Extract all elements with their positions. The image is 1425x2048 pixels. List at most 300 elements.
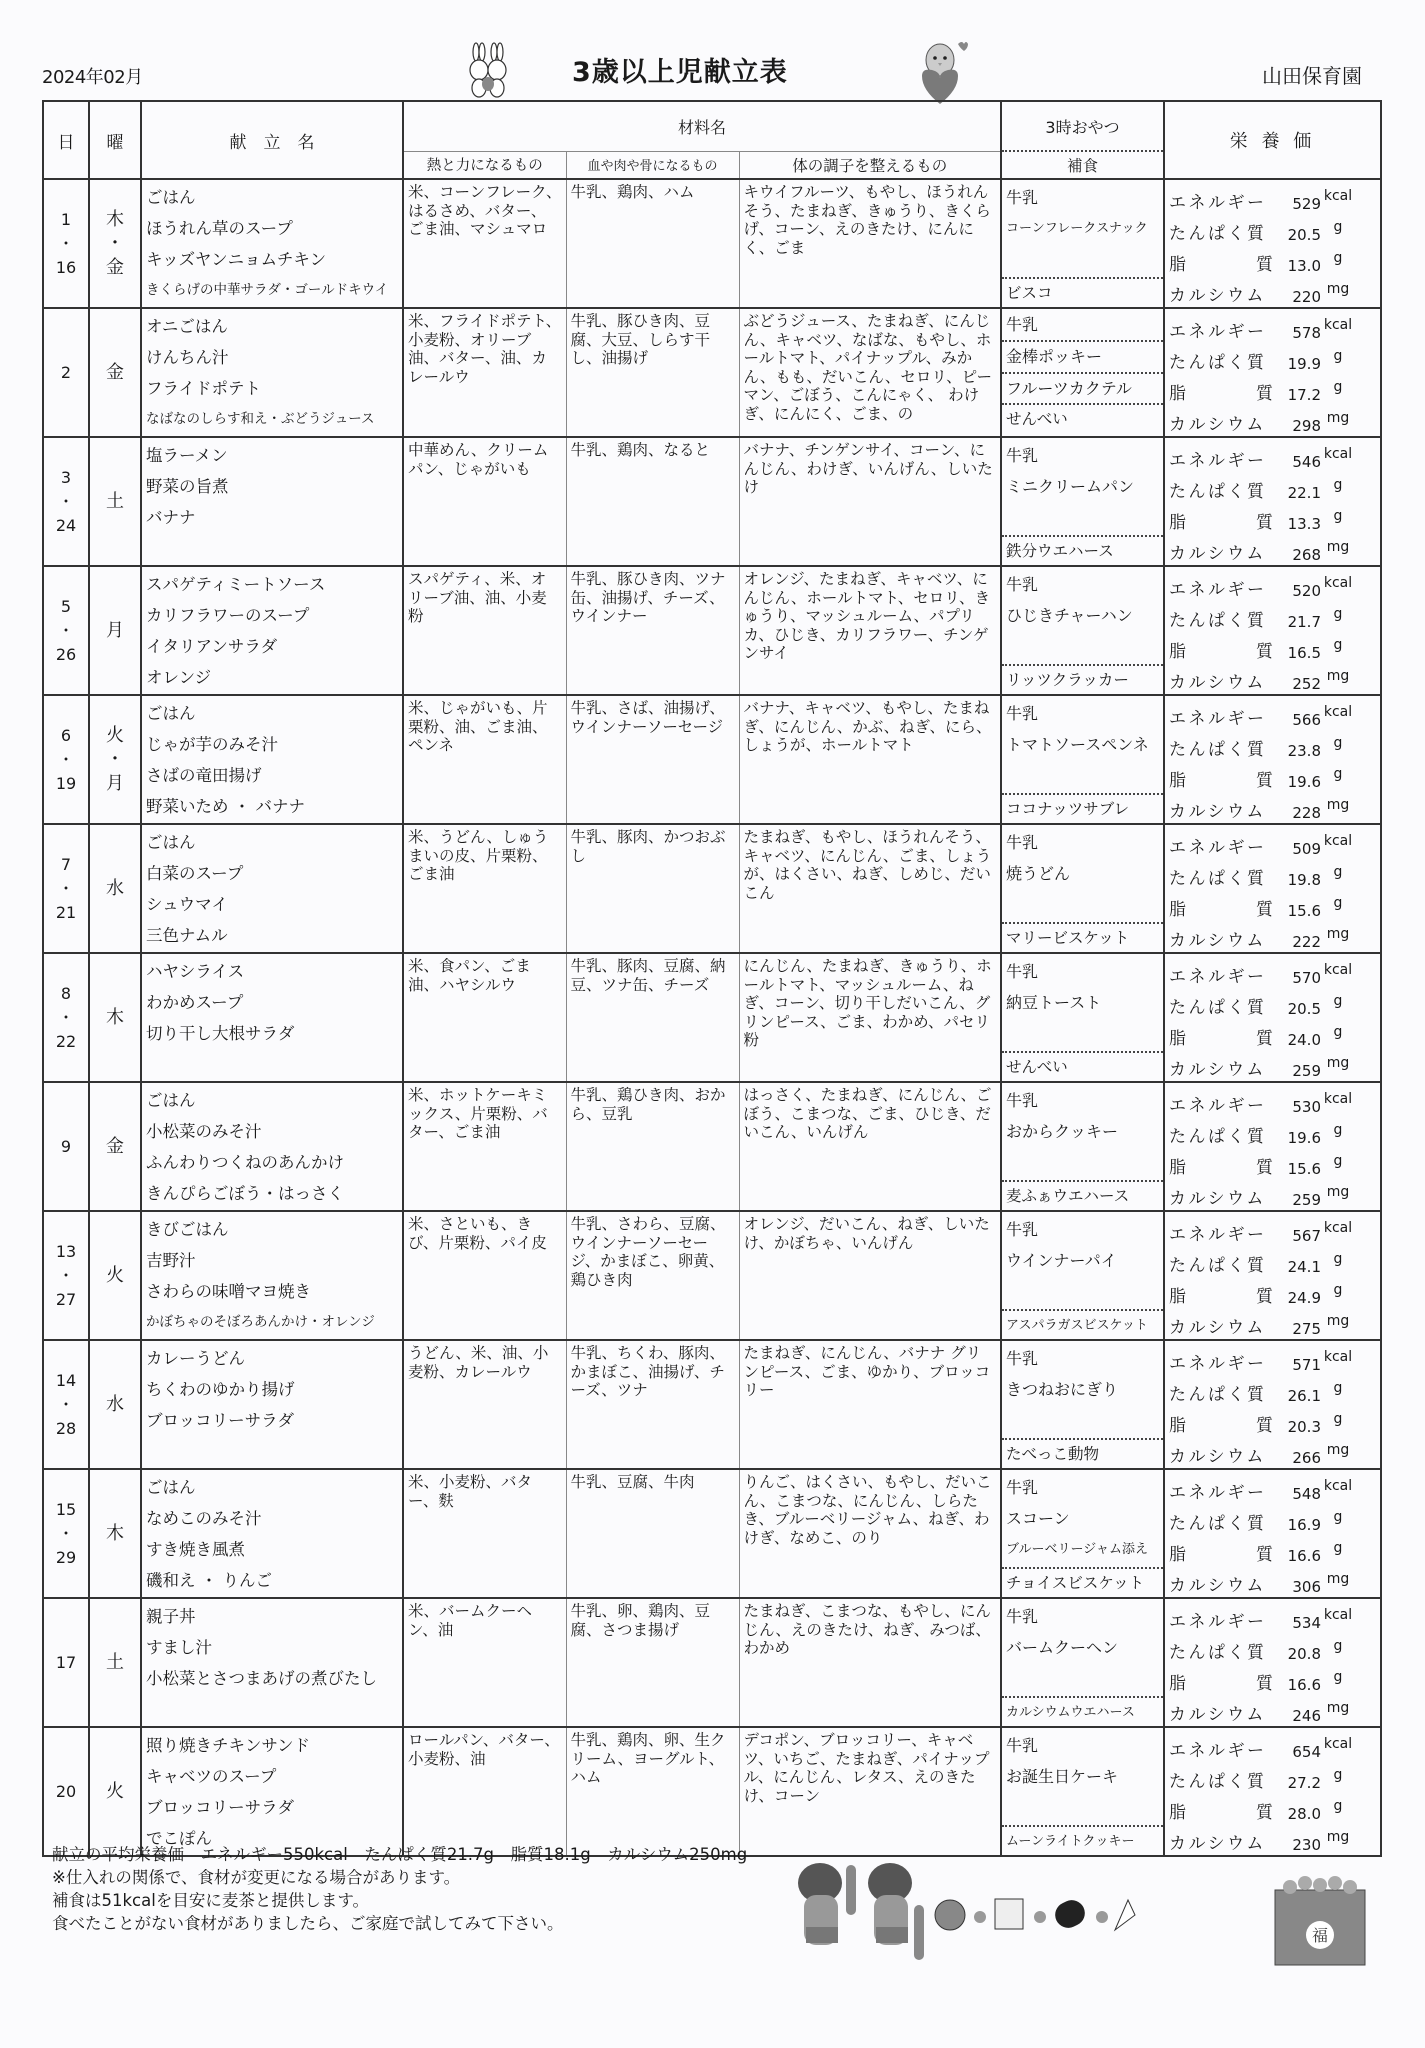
blood-foods-cell: 牛乳、豆腐、牛肉 xyxy=(566,1469,739,1598)
snack-item: コーンフレークスナック xyxy=(1006,221,1148,236)
day-number: ・ xyxy=(57,878,74,898)
nutrient-value: 26.1 xyxy=(1287,1387,1321,1405)
nutrient-value: 220 xyxy=(1292,288,1321,306)
snack-cell xyxy=(1001,1340,1164,1469)
nutrition-cell xyxy=(1164,1211,1381,1340)
dish-name: かぼちゃのそぼろあんかけ・オレンジ xyxy=(146,1314,375,1330)
weekday-cell xyxy=(89,695,141,824)
energy-row xyxy=(1169,698,1376,729)
snack-item: ブルーベリージャム添え xyxy=(1006,1542,1148,1557)
dish-name xyxy=(146,1436,398,1467)
fat-label-a: 脂 xyxy=(1169,1416,1186,1436)
dishes-cell xyxy=(141,566,403,695)
energy-row xyxy=(1169,1085,1376,1116)
day-cell xyxy=(43,695,89,824)
protein-row xyxy=(1169,1503,1376,1534)
nutrient-value: 17.2 xyxy=(1287,386,1321,404)
day-cell xyxy=(43,308,89,437)
nutrient-label: エネルギー xyxy=(1169,1354,1267,1374)
dish-name: なめこのみそ汁 xyxy=(146,1509,262,1528)
energy-row xyxy=(1169,827,1376,858)
weekday-cell xyxy=(89,824,141,953)
nutrient-value: 509 xyxy=(1292,840,1321,858)
header-dow: 曜 xyxy=(89,101,141,179)
nutrient-unit: g xyxy=(1333,734,1343,751)
energy-foods-cell: 米、コーンフレーク、はるさめ、バター、ごま油、マシュマロ xyxy=(403,179,566,308)
energy-row xyxy=(1169,440,1376,471)
weekday: 月 xyxy=(106,619,124,641)
day-number: ・ xyxy=(57,620,74,640)
body-foods-cell: たまねぎ、にんじん、バナナ グリンピース、ごま、ゆかり、ブロッコリー xyxy=(739,1340,1001,1469)
day-number: ・ xyxy=(57,233,74,253)
header-blood-foods: 血や肉や骨になるもの xyxy=(566,151,739,179)
snack-item: 牛乳 xyxy=(1006,1607,1039,1626)
blood-foods-cell: 牛乳、鶏ひき肉、おから、豆乳 xyxy=(566,1082,739,1211)
snack-block xyxy=(1002,1470,1163,1594)
nutrient-label: エネルギー xyxy=(1169,1483,1267,1503)
nutrient-unit: kcal xyxy=(1323,574,1353,591)
body-foods-cell: バナナ、チンゲンサイ、コーン、にんじん、わけぎ、いんげん、しいたけ xyxy=(739,437,1001,566)
snack-block xyxy=(1002,1599,1163,1723)
menu-row xyxy=(43,179,1381,308)
nutrient-value: 16.6 xyxy=(1287,1676,1321,1694)
dish-name xyxy=(146,1049,398,1080)
snack-cell xyxy=(1001,566,1164,695)
nutrient-value: 246 xyxy=(1292,1707,1321,1725)
day-cell xyxy=(43,437,89,566)
nutrient-label: たんぱく質 xyxy=(1169,611,1267,631)
weekday: 木 xyxy=(106,1006,124,1028)
snack-items xyxy=(1002,180,1163,277)
snack-item: 牛乳 xyxy=(1006,1478,1039,1497)
blood-foods-cell: 牛乳、豚ひき肉、豆腐、大豆、しらす干し、油揚げ xyxy=(566,308,739,437)
day-number: 5 xyxy=(60,596,72,616)
blood-foods-cell: 牛乳、卵、鶏肉、豆腐、さつま揚げ xyxy=(566,1598,739,1727)
nutrient-value: 27.2 xyxy=(1287,1774,1321,1792)
snack-item: 牛乳 xyxy=(1006,1220,1039,1239)
energy-foods-cell: 米、うどん、しゅうまいの皮、片栗粉、ごま油 xyxy=(403,824,566,953)
weekday: 土 xyxy=(106,1651,124,1673)
blood-foods-cell: 牛乳、鶏肉、ハム xyxy=(566,179,739,308)
snack-item xyxy=(1006,1405,1159,1436)
nutrient-label xyxy=(1169,1024,1273,1049)
weekday: 火 xyxy=(106,724,124,746)
plum-flower-icon xyxy=(974,1911,986,1923)
nutrient-label: エネルギー xyxy=(1169,1225,1267,1245)
day-number: 26 xyxy=(55,644,77,664)
weekday-cell xyxy=(89,953,141,1082)
nutrient-label: エネルギー xyxy=(1169,1096,1267,1116)
nutrient-label: エネルギー xyxy=(1169,193,1267,213)
snack-item xyxy=(1006,631,1159,662)
menu-row xyxy=(43,566,1381,695)
nutrient-value: 566 xyxy=(1292,711,1321,729)
dish-name: 小松菜のみそ汁 xyxy=(146,1122,262,1141)
weekday: ・ xyxy=(106,748,124,770)
protein-row xyxy=(1169,1761,1376,1792)
snack-item: 納豆トースト xyxy=(1006,993,1102,1012)
nutrition-cell xyxy=(1164,1598,1381,1727)
snack-item xyxy=(1006,1663,1159,1694)
energy-row xyxy=(1169,956,1376,987)
snack-item: フルーツカクテル xyxy=(1002,372,1163,403)
blood-foods-cell: 牛乳、豚ひき肉、ツナ缶、油揚げ、チーズ、ウインナー xyxy=(566,566,739,695)
blood-foods-cell: 牛乳、豚肉、豆腐、納豆、ツナ缶、チーズ xyxy=(566,953,739,1082)
weekday-cell xyxy=(89,437,141,566)
hoshoku-item: ビスコ xyxy=(1002,277,1163,304)
body-foods-cell: はっさく、たまねぎ、にんじん、ごぼう、こまつな、ごま、ひじき、だいこん、いんげん xyxy=(739,1082,1001,1211)
oni-icon xyxy=(798,1863,856,1945)
dish-name: すき焼き風煮 xyxy=(146,1540,245,1559)
snack-items xyxy=(1002,1341,1163,1438)
header-nutrition: 栄 養 価 xyxy=(1164,101,1381,179)
nutrient-label: たんぱく質 xyxy=(1169,1643,1267,1663)
nutrient-unit: g xyxy=(1333,863,1343,880)
snack-item: 牛乳 xyxy=(1006,1736,1039,1755)
dish-name: さわらの味噌マヨ焼き xyxy=(146,1282,311,1301)
fat-label-a: 脂 xyxy=(1169,1158,1186,1178)
weekday: 金 xyxy=(106,256,124,278)
snack-block xyxy=(1002,1083,1163,1207)
snack-cell xyxy=(1001,437,1164,566)
blood-foods-cell: 牛乳、鶏肉、なると xyxy=(566,437,739,566)
blood-foods-cell: 牛乳、ちくわ、豚肉、かまぼこ、油揚げ、チーズ、ツナ xyxy=(566,1340,739,1469)
snack-item: 牛乳 xyxy=(1006,575,1039,594)
nutrient-unit: g xyxy=(1333,1637,1343,1654)
fat-label-b: 質 xyxy=(1256,384,1273,404)
weekday: 水 xyxy=(106,877,124,899)
nutrient-value: 13.3 xyxy=(1287,515,1321,533)
energy-row xyxy=(1169,1472,1376,1503)
nutrient-label: たんぱく質 xyxy=(1169,740,1267,760)
dish-name xyxy=(146,1694,398,1725)
snack-item: トマトソースペンネ xyxy=(1006,735,1149,754)
nutrient-value: 20.5 xyxy=(1287,1000,1321,1018)
dishes-cell xyxy=(141,437,403,566)
protein-row xyxy=(1169,342,1376,373)
nutrient-value: 530 xyxy=(1292,1098,1321,1116)
weekday: 木 xyxy=(106,208,124,230)
nutrient-value: 259 xyxy=(1292,1062,1321,1080)
nutrient-unit: kcal xyxy=(1323,187,1353,204)
nutrient-label: カルシウム xyxy=(1169,1576,1266,1596)
dishes-cell xyxy=(141,824,403,953)
body-foods-cell: にんじん、たまねぎ、きゅうり、ホールトマト、マッシュルーム、ねぎ、コーン、切り干しだいこん、グリンピース、ごま、わかめ、パセリ粉 xyxy=(739,953,1001,1082)
fat-row xyxy=(1169,1276,1376,1307)
energy-foods-cell: 米、さといも、きび、片栗粉、パイ皮 xyxy=(403,1211,566,1340)
nutrient-unit: g xyxy=(1333,1379,1343,1396)
nutrient-value: 230 xyxy=(1292,1836,1321,1854)
nutrient-unit: kcal xyxy=(1323,1606,1353,1623)
nutrient-unit: mg xyxy=(1326,667,1350,684)
dish-name: ハヤシライス xyxy=(146,962,245,981)
nutrient-unit: kcal xyxy=(1323,832,1353,849)
dish-name: ごはん xyxy=(146,833,196,852)
energy-row xyxy=(1169,182,1376,213)
energy-foods-cell: うどん、米、油、小麦粉、カレールウ xyxy=(403,1340,566,1469)
nutrient-unit: mg xyxy=(1326,1699,1350,1716)
nutrient-value: 21.7 xyxy=(1287,613,1321,631)
average-nutrition: 献立の平均栄養価 エネルギー550kcal たんぱく質21.7g 脂質18.1g カルシウム250mg xyxy=(52,1845,748,1864)
nutrient-label xyxy=(1169,766,1273,791)
nutrient-value: 570 xyxy=(1292,969,1321,987)
nutrient-unit: g xyxy=(1333,1508,1343,1525)
snack-item xyxy=(1006,1792,1159,1823)
note-hoshoku: 補食は51kcalを目安に麦茶と提供します。 xyxy=(52,1891,369,1910)
nutrient-unit: g xyxy=(1333,1281,1343,1298)
snack-items xyxy=(1002,1083,1163,1180)
nutrient-value: 13.0 xyxy=(1287,257,1321,275)
day-number: 9 xyxy=(60,1136,72,1156)
calcium-row xyxy=(1169,1436,1376,1467)
nutrient-value: 578 xyxy=(1292,324,1321,342)
dish-name: 野菜いため ・ バナナ xyxy=(146,797,305,816)
day-cell xyxy=(43,1211,89,1340)
snack-item: ウインナーパイ xyxy=(1006,1251,1117,1270)
menu-row xyxy=(43,1082,1381,1211)
protein-row xyxy=(1169,1245,1376,1276)
dish-name: バナナ xyxy=(146,508,196,527)
fat-label-b: 質 xyxy=(1256,1287,1273,1307)
header-energy-foods: 熱と力になるもの xyxy=(403,151,566,179)
nutrient-value: 20.8 xyxy=(1287,1645,1321,1663)
nutrient-value: 259 xyxy=(1292,1191,1321,1209)
nutrient-value: 275 xyxy=(1292,1320,1321,1338)
dish-name: ごはん xyxy=(146,188,196,207)
fat-row xyxy=(1169,1792,1376,1823)
nutrient-unit: kcal xyxy=(1323,961,1353,978)
energy-row xyxy=(1169,1601,1376,1632)
nutrient-label xyxy=(1169,1669,1273,1694)
day-number: ・ xyxy=(57,1523,74,1543)
nutrient-value: 268 xyxy=(1292,546,1321,564)
snack-cell xyxy=(1001,1727,1164,1856)
dish-name: 塩ラーメン xyxy=(146,446,228,465)
nutrient-label: たんぱく質 xyxy=(1169,482,1267,502)
weekday-cell xyxy=(89,179,141,308)
day-cell xyxy=(43,1082,89,1211)
rabbits-illustration xyxy=(458,42,518,102)
nutrient-label: カルシウム xyxy=(1169,1705,1266,1725)
protein-row xyxy=(1169,471,1376,502)
fat-label-b: 質 xyxy=(1256,255,1273,275)
nutrient-label: カルシウム xyxy=(1169,1447,1266,1467)
fat-row xyxy=(1169,889,1376,920)
nutrition-cell xyxy=(1164,1727,1381,1856)
weekday: 水 xyxy=(106,1393,124,1415)
nutrient-unit: g xyxy=(1333,636,1343,653)
fat-label-a: 脂 xyxy=(1169,255,1186,275)
nutrient-label xyxy=(1169,1282,1273,1307)
nutrient-label xyxy=(1169,637,1273,662)
nutrient-unit: g xyxy=(1333,894,1343,911)
energy-foods-cell: ロールパン、バター、小麦粉、油 xyxy=(403,1727,566,1856)
snack-items xyxy=(1002,438,1163,535)
day-number: 21 xyxy=(55,902,77,922)
fat-row xyxy=(1169,1018,1376,1049)
nutrient-value: 222 xyxy=(1292,933,1321,951)
calcium-row xyxy=(1169,920,1376,951)
day-number: ・ xyxy=(57,749,74,769)
snack-items xyxy=(1002,1470,1163,1567)
nutrition-cell xyxy=(1164,824,1381,953)
dish-name: 照り焼きチキンサンド xyxy=(146,1736,311,1755)
hoshoku-item: ココナッツサブレ xyxy=(1002,793,1163,820)
dish-name: ブロッコリーサラダ xyxy=(146,1798,295,1817)
snack-item: きつねおにぎり xyxy=(1006,1380,1119,1399)
hoshoku-item: ムーンライトクッキー xyxy=(1002,1825,1163,1852)
fat-label-a: 脂 xyxy=(1169,1674,1186,1694)
fat-label-b: 質 xyxy=(1256,1029,1273,1049)
bird-heart-illustration xyxy=(912,36,972,108)
nutrient-value: 19.8 xyxy=(1287,871,1321,889)
nutrient-unit: mg xyxy=(1326,409,1350,426)
nutrient-value: 306 xyxy=(1292,1578,1321,1596)
calcium-row xyxy=(1169,1049,1376,1080)
menu-row xyxy=(43,1469,1381,1598)
snack-item: ミニクリームパン xyxy=(1006,477,1135,496)
dishes-cell xyxy=(141,1727,403,1856)
dish-name: きんぴらごぼう・はっさく xyxy=(146,1184,344,1203)
header-ingredients: 材料名 xyxy=(403,101,1001,151)
menu-table xyxy=(42,100,1382,1857)
body-foods-cell: デコポン、ブロッコリー、キャベツ、いちご、たまねぎ、パイナップル、にんじん、レタス、えのきたけ、コーン xyxy=(739,1727,1001,1856)
dish-name: ふんわりつくねのあんかけ xyxy=(146,1153,344,1172)
dishes-cell xyxy=(141,308,403,437)
fat-row xyxy=(1169,502,1376,533)
snack-item xyxy=(1006,889,1159,920)
dish-name: カリフラワーのスープ xyxy=(146,606,310,625)
day-number: ・ xyxy=(57,1007,74,1027)
body-foods-cell: バナナ、キャベツ、もやし、たまねぎ、にんじん、かぶ、ねぎ、にら、しょうが、ホールトマト xyxy=(739,695,1001,824)
blood-foods-cell: 牛乳、鶏肉、卵、生クリーム、ヨーグルト、ハム xyxy=(566,1727,739,1856)
nutrient-label: たんぱく質 xyxy=(1169,353,1267,373)
snack-cell xyxy=(1001,179,1164,308)
dish-name: わかめスープ xyxy=(146,993,244,1012)
nutrition-cell xyxy=(1164,1082,1381,1211)
day-number: 22 xyxy=(55,1031,77,1051)
nutrient-unit: mg xyxy=(1326,1312,1350,1329)
nutrient-value: 266 xyxy=(1292,1449,1321,1467)
day-number: 14 xyxy=(55,1370,77,1390)
nutrient-value: 19.6 xyxy=(1287,1129,1321,1147)
nutrient-label: カルシウム xyxy=(1169,802,1266,822)
hoshoku-item: リッツクラッカー xyxy=(1002,664,1163,691)
nutrient-value: 15.6 xyxy=(1287,902,1321,920)
setsubun-illustration xyxy=(790,1855,1390,1975)
dishes-cell xyxy=(141,1469,403,1598)
nutrient-unit: g xyxy=(1333,1152,1343,1169)
snack-items xyxy=(1002,825,1163,922)
snack-block xyxy=(1002,1212,1163,1336)
nutrient-value: 16.6 xyxy=(1287,1547,1321,1565)
nutrient-label: エネルギー xyxy=(1169,838,1267,858)
weekday-cell xyxy=(89,1598,141,1727)
weekday-cell xyxy=(89,308,141,437)
nutrition-cell xyxy=(1164,308,1381,437)
nutrient-label xyxy=(1169,1540,1273,1565)
day-number: 7 xyxy=(60,854,72,874)
calcium-row xyxy=(1169,275,1376,306)
dish-name: フライドポテト xyxy=(146,379,262,398)
fat-label-b: 質 xyxy=(1256,1416,1273,1436)
protein-row xyxy=(1169,600,1376,631)
nutrient-value: 298 xyxy=(1292,417,1321,435)
nutrient-value: 22.1 xyxy=(1287,484,1321,502)
hoshoku-item: たべっこ動物 xyxy=(1002,1438,1163,1465)
snack-items xyxy=(1002,1728,1163,1825)
nutrient-unit: mg xyxy=(1326,1570,1350,1587)
fat-label-b: 質 xyxy=(1256,642,1273,662)
snack-cell xyxy=(1001,695,1164,824)
snack-block xyxy=(1002,438,1163,562)
calcium-row xyxy=(1169,791,1376,822)
hoshoku-item: せんべい xyxy=(1002,403,1163,434)
fat-label-b: 質 xyxy=(1256,1803,1273,1823)
bean-box-icon xyxy=(995,1899,1023,1929)
calcium-row xyxy=(1169,1823,1376,1854)
nutrient-unit: g xyxy=(1333,476,1343,493)
snack-item xyxy=(1006,760,1159,791)
body-foods-cell: キウイフルーツ、もやし、ほうれんそう、たまねぎ、きゅうり、きくらげ、コーン、えのきたけ、にんにく、ごま xyxy=(739,179,1001,308)
dish-name: スパゲティミートソース xyxy=(146,575,326,594)
dish-name: シュウマイ xyxy=(146,895,228,914)
dish-name: なばなのしらす和え・ぶどうジュース xyxy=(146,411,375,427)
nutrition-cell xyxy=(1164,1469,1381,1598)
nutrient-unit: g xyxy=(1333,378,1343,395)
nutrient-unit: g xyxy=(1333,1250,1343,1267)
nutrient-unit: mg xyxy=(1326,1183,1350,1200)
dish-name: イタリアンサラダ xyxy=(146,637,278,656)
energy-foods-cell: 米、バームクーヘン、油 xyxy=(403,1598,566,1727)
snack-item: バームクーヘン xyxy=(1006,1638,1119,1657)
snack-cell xyxy=(1001,953,1164,1082)
nutrient-label xyxy=(1169,250,1273,275)
nutrient-value: 228 xyxy=(1292,804,1321,822)
nutrient-unit: g xyxy=(1333,249,1343,266)
nutrient-unit: g xyxy=(1333,1766,1343,1783)
fat-label-b: 質 xyxy=(1256,1545,1273,1565)
nutrient-value: 24.0 xyxy=(1287,1031,1321,1049)
snack-item: 牛乳 xyxy=(1006,833,1039,852)
energy-row xyxy=(1169,1214,1376,1245)
menu-row xyxy=(43,824,1381,953)
dish-name: 切り干し大根サラダ xyxy=(146,1024,295,1043)
dish-name: 白菜のスープ xyxy=(146,864,244,883)
energy-foods-cell: スパゲティ、米、オリーブ油、油、小麦粉 xyxy=(403,566,566,695)
weekday: 金 xyxy=(106,361,124,383)
fat-label-a: 脂 xyxy=(1169,1287,1186,1307)
fat-row xyxy=(1169,1405,1376,1436)
page-title: 3歳以上児献立表 xyxy=(572,57,788,88)
nutrient-value: 28.0 xyxy=(1287,1805,1321,1823)
snack-item xyxy=(1006,502,1159,533)
nutrient-value: 23.8 xyxy=(1287,742,1321,760)
fat-row xyxy=(1169,760,1376,791)
dish-name: カレーうどん xyxy=(146,1349,245,1368)
month-label: 2024年02月 xyxy=(42,67,143,88)
nutrient-unit: g xyxy=(1333,1023,1343,1040)
header-snack: 3時おやつ xyxy=(1001,101,1164,151)
body-foods-cell: たまねぎ、もやし、ほうれんそう、キャベツ、にんじん、ごま、しょうが、はくさい、ねぎ、しめじ、だいこん xyxy=(739,824,1001,953)
weekday-cell xyxy=(89,1469,141,1598)
nutrient-label: カルシウム xyxy=(1169,415,1266,435)
snack-items xyxy=(1002,567,1163,664)
hoshoku-item: アスパラガスビスケット xyxy=(1002,1309,1163,1336)
hoshoku-item: カルシウムウエハース xyxy=(1002,1696,1163,1723)
day-number: ・ xyxy=(57,491,74,511)
nutrient-unit: mg xyxy=(1326,1054,1350,1071)
